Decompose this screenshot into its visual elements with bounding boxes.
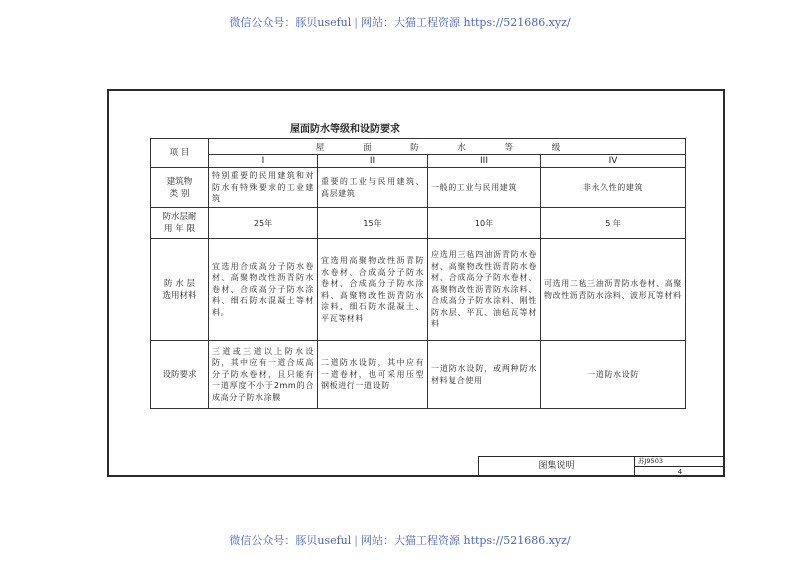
waterproof-grade-table <box>150 138 686 409</box>
cell-building-3: 一般的工业与民用建筑 <box>428 168 541 208</box>
watermark-top <box>0 14 800 30</box>
grade-2: II <box>318 155 428 168</box>
row-label: 建筑物 类 别 <box>151 168 209 208</box>
watermark-site: 网站：大猫工程资源 https://521686.xyz/ <box>361 534 571 547</box>
title-block-name: 图集说明 <box>538 461 575 471</box>
row-service-life <box>151 208 686 239</box>
title-block-right <box>634 457 725 476</box>
row-fortification <box>151 341 686 409</box>
cell-fortify-2: 二道防水设防，其中应有一道卷材，也可采用压型钢板进行一道设防 <box>318 341 428 409</box>
row-label: 防 水 层 选用材料 <box>151 239 209 341</box>
row-materials <box>151 239 686 341</box>
grade-4: IV <box>541 155 686 168</box>
watermark-separator: | <box>354 534 358 547</box>
cell-life-1: 25年 <box>209 208 318 239</box>
title-block <box>478 456 725 477</box>
cell-building-2: 重要的工业与民用建筑、高层建筑 <box>318 168 428 208</box>
header-item: 项 目 <box>151 139 209 168</box>
cell-life-3: 10年 <box>428 208 541 239</box>
page-number: 4 <box>677 468 683 476</box>
cell-life-4: 5 年 <box>541 208 686 239</box>
cell-material-3: 应选用三毡四油沥青防水卷材、高聚物改性沥青防水卷材、合成高分子防水卷材、高聚物改性沥青防水涂料、合成高分子防水涂料、刚性防水层、平瓦、油毡瓦等材料 <box>428 239 541 341</box>
cell-life-2: 15年 <box>318 208 428 239</box>
row-building-category <box>151 168 686 208</box>
grade-3: III <box>428 155 541 168</box>
cell-material-4: 可选用二毡三油沥青防水卷材、高聚物改性沥青防水涂料、波形瓦等材料 <box>541 239 686 341</box>
cell-building-1: 特别重要的民用建筑和对防水有特殊要求的工业建筑 <box>209 168 318 208</box>
cell-material-2: 宜选用高聚物改性沥青防水卷材、合成高分子防水卷材、合成高分子防水涂料、高聚物改性沥青防水涂料、细石防水混凝土、平瓦等材料 <box>318 239 428 341</box>
row-label: 设防要求 <box>151 341 209 409</box>
watermark-bottom <box>0 532 800 548</box>
header-grade: 屋 面 防 水 等 级 <box>209 139 686 155</box>
cell-fortify-1: 三道或三道以上防水设防，其中应有一道合成高分子防水卷材，且只能有一道厚度不小于2mm的合成高分子防水涂膜 <box>209 341 318 409</box>
watermark-wechat: 微信公众号：豚贝useful <box>229 534 352 547</box>
row-label: 防水层耐 用 年 限 <box>151 208 209 239</box>
watermark-site: 网站：大猫工程资源 https://521686.xyz/ <box>361 16 571 29</box>
watermark-wechat: 微信公众号：豚贝useful <box>229 16 352 29</box>
cell-fortify-4: 一道防水设防 <box>541 341 686 409</box>
atlas-code: 苏J9503 <box>635 457 725 467</box>
cell-building-4: 非永久性的建筑 <box>541 168 686 208</box>
grade-1: I <box>209 155 318 168</box>
table-title: 屋面防水等级和设防要求 <box>290 124 400 135</box>
watermark-separator: | <box>354 16 358 29</box>
cell-fortify-3: 一道防水设防，或两种防水材料复合使用 <box>428 341 541 409</box>
cell-material-1: 宜选用合成高分子防水卷材、高聚物改性沥青防水卷材、合成高分子防水涂料、细石防水混凝土等材料。 <box>209 239 318 341</box>
